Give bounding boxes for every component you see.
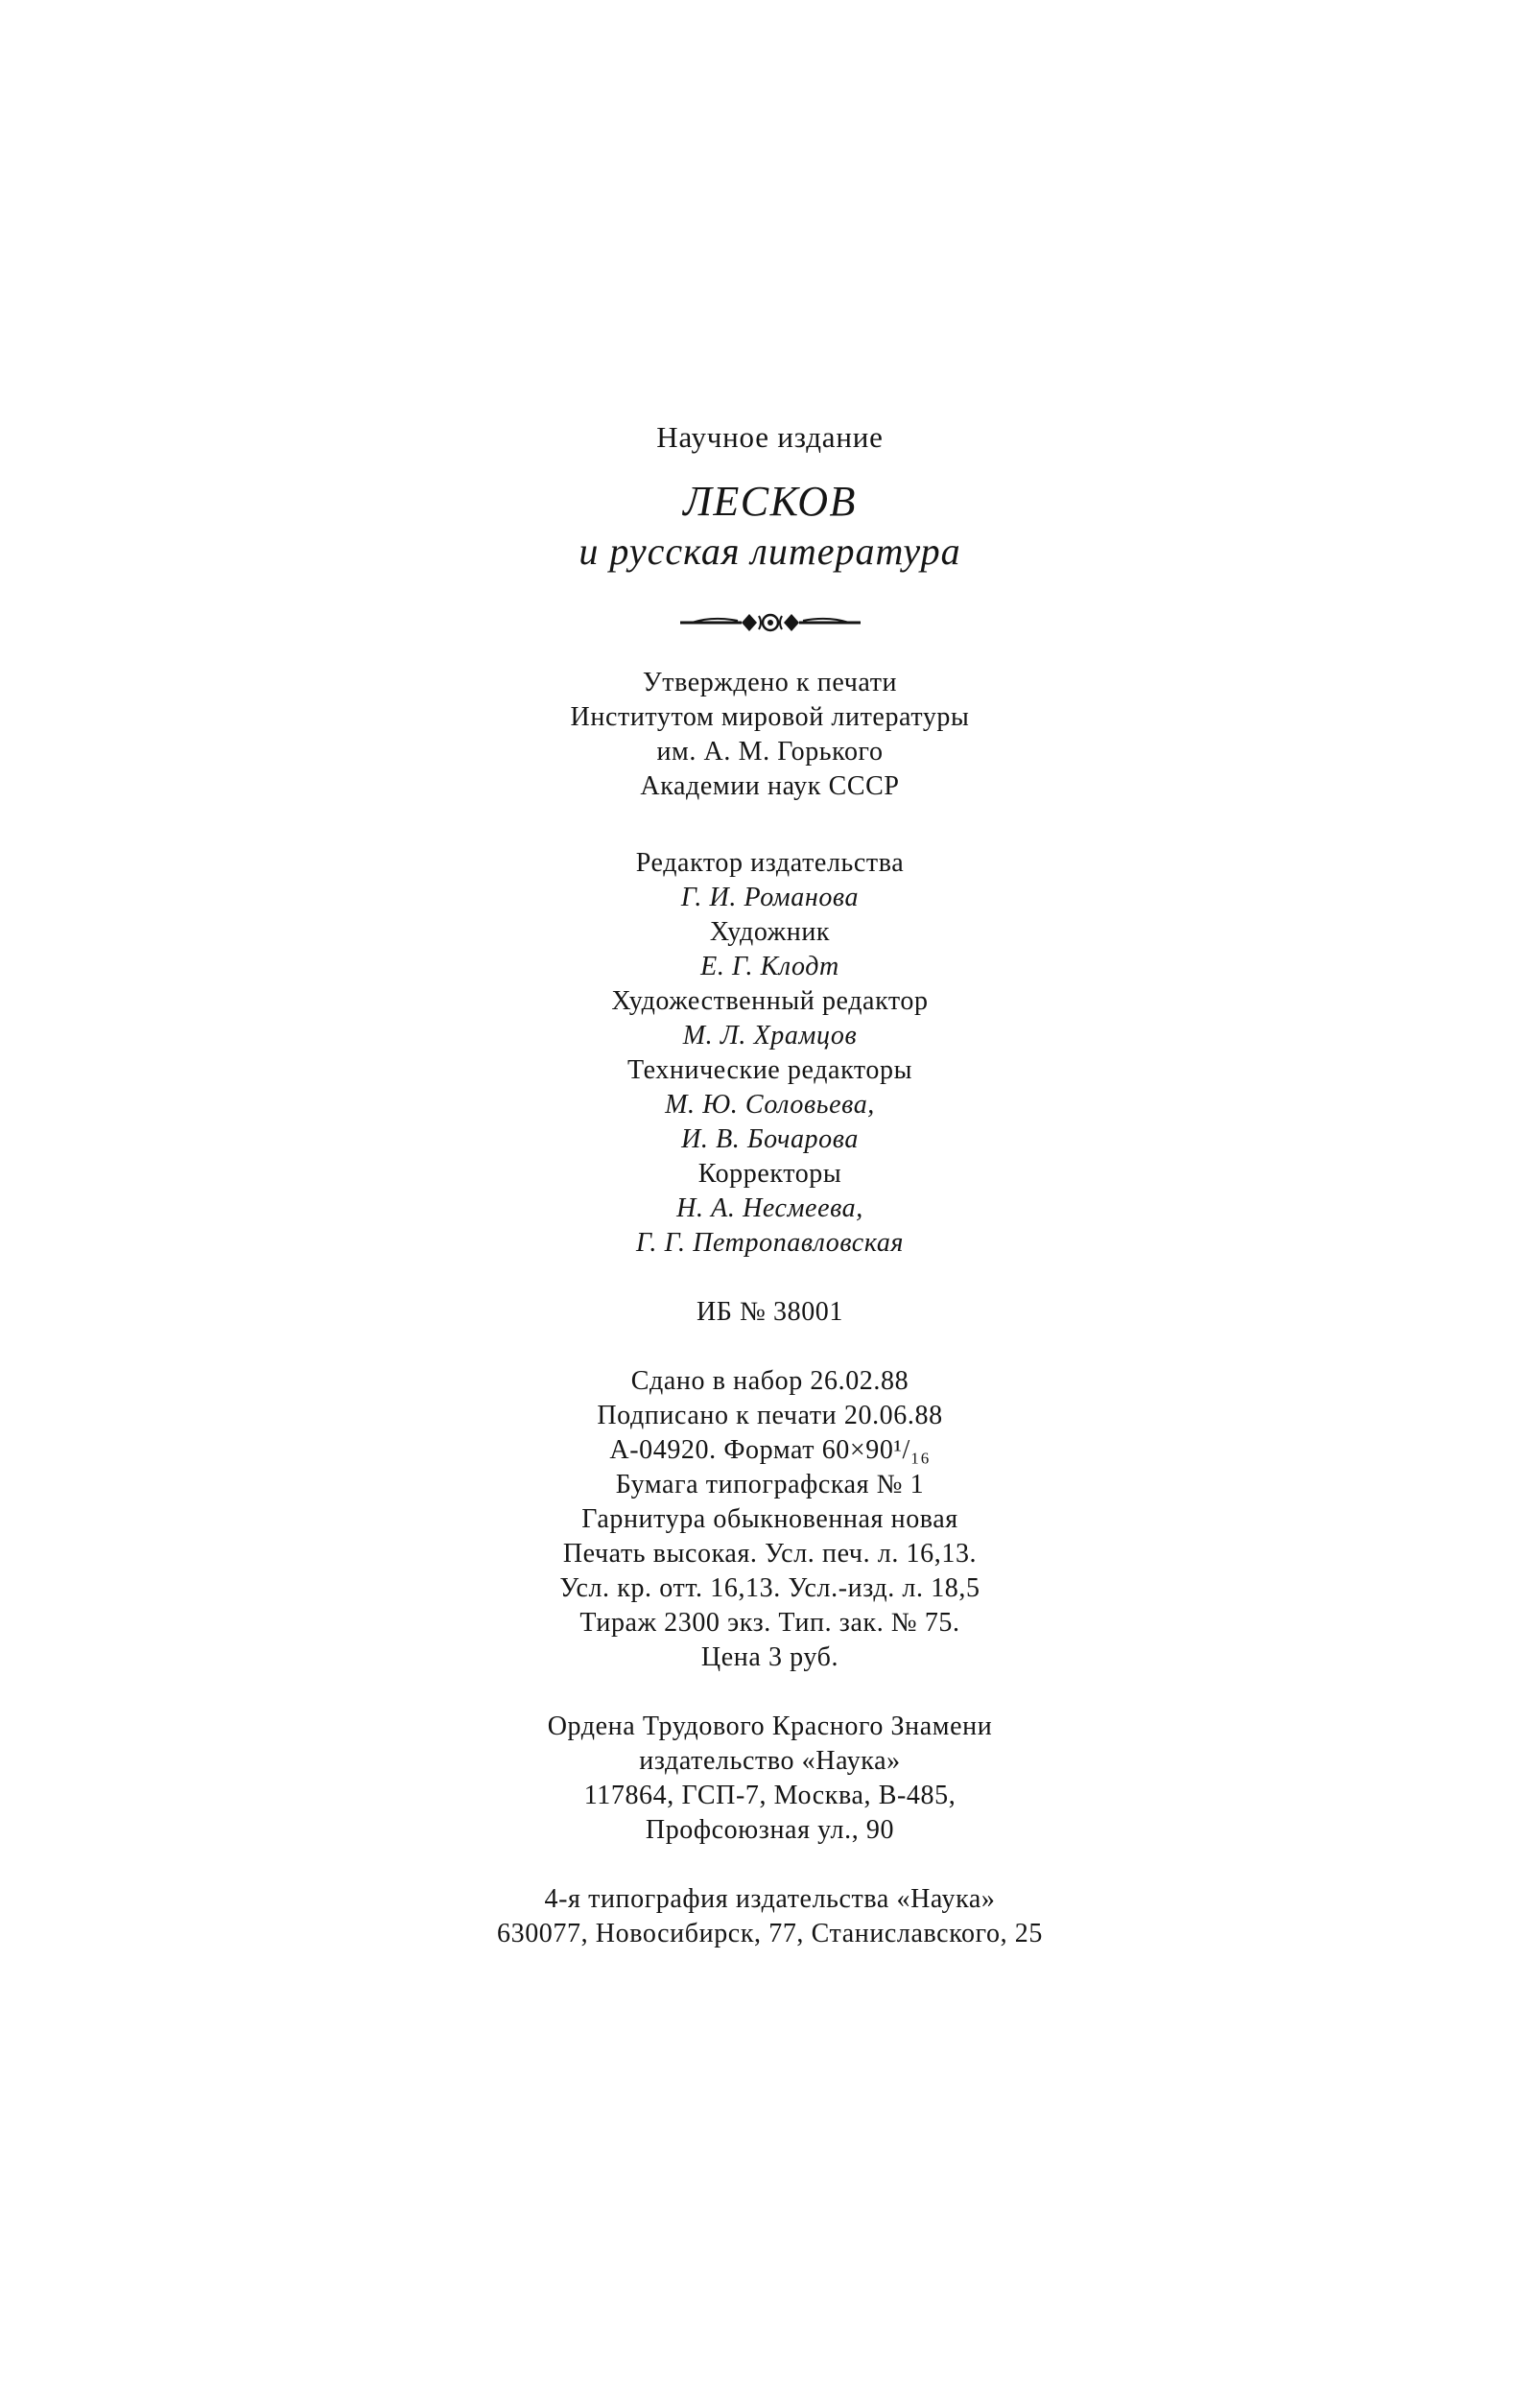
staff-role: Корректоры [697, 1159, 842, 1189]
staff-role: Технические редакторы [627, 1055, 912, 1085]
approval-line: Институтом мировой литературы [570, 702, 970, 732]
approval-line: Утверждено к печати [642, 668, 898, 697]
print-details-block [408, 1364, 1132, 1675]
staff-name: И. В. Бочарова [681, 1124, 859, 1154]
publisher-block [408, 1710, 1132, 1848]
print-detail-line: Сдано в набор 26.02.88 [630, 1366, 909, 1396]
staff-name: Н. А. Несмеева, [676, 1193, 863, 1223]
print-detail-line: Цена 3 руб. [700, 1642, 839, 1672]
publisher-line: Ордена Трудового Красного Знамени [547, 1712, 993, 1741]
staff-name: М. Л. Храмцов [682, 1021, 858, 1051]
printer-line: 4-я типография издательства «Наука» [544, 1884, 996, 1914]
publisher-line: издательство «Наука» [639, 1746, 901, 1776]
approval-block [408, 666, 1132, 804]
staff-name: Е. Г. Клодт [700, 952, 839, 981]
approval-line: им. А. М. Горького [656, 737, 884, 767]
staff-role: Художественный редактор [611, 986, 929, 1016]
printer-block [408, 1882, 1132, 1951]
staff-role: Редактор издательства [635, 848, 905, 878]
imprint-page [408, 420, 1132, 1951]
print-detail-line: Подписано к печати 20.06.88 [597, 1401, 943, 1430]
ib-number: ИБ № 38001 [696, 1297, 843, 1327]
staff-block [408, 846, 1132, 1261]
publication-type: Научное издание [656, 420, 884, 454]
print-detail-line: Усл. кр. отт. 16,13. Усл.-изд. л. 18,5 [559, 1573, 980, 1603]
print-detail-line: Гарнитура обыкновенная новая [581, 1504, 958, 1534]
publisher-line: Профсоюзная ул., 90 [645, 1815, 895, 1845]
approval-line: Академии наук СССР [640, 771, 900, 801]
printer-line: 630077, Новосибирск, 77, Станиславского, 25 [497, 1919, 1043, 1948]
publisher-line: 117864, ГСП-7, Москва, В-485, [583, 1781, 956, 1810]
book-title: ЛЕСКОВ [683, 478, 857, 525]
staff-name: М. Ю. Соловьева, [665, 1090, 875, 1120]
staff-name: Г. Г. Петропавловская [635, 1228, 905, 1258]
print-detail-line: Бумага типографская № 1 [615, 1470, 925, 1499]
ornament-divider-icon [674, 608, 866, 637]
print-detail-line: Тираж 2300 экз. Тип. зак. № 75. [579, 1608, 960, 1638]
staff-name: Г. И. Романова [680, 883, 860, 912]
print-detail-line: Печать высокая. Усл. печ. л. 16,13. [562, 1539, 978, 1569]
book-subtitle: и русская литература [579, 530, 961, 573]
print-detail-line: А-04920. Формат 60×90¹/₁₆ [609, 1435, 931, 1465]
staff-role: Художник [709, 917, 831, 947]
